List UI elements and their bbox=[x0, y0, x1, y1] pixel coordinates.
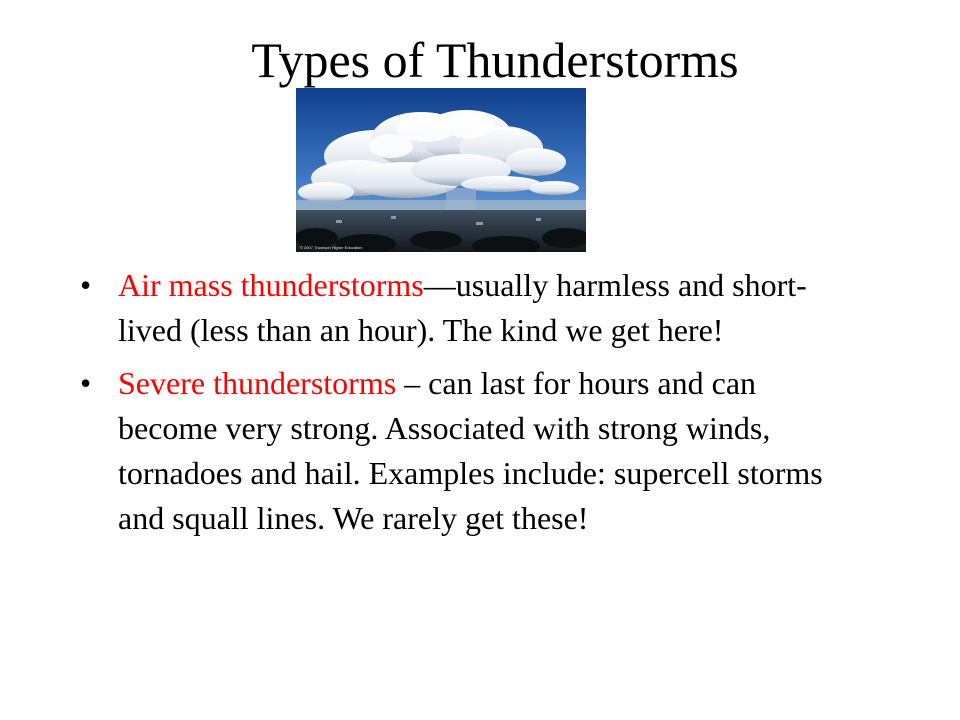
bullet-marker: • bbox=[80, 267, 92, 303]
term-air-mass-thunderstorms: Air mass thunderstorms bbox=[118, 267, 424, 303]
thunderstorm-photo bbox=[296, 88, 586, 252]
slide-title: Types of Thunderstorms bbox=[251, 32, 739, 88]
image-caption: © 2007 Thomson Higher Education bbox=[300, 245, 363, 250]
bullet-list bbox=[80, 263, 860, 549]
bullet-marker: • bbox=[80, 365, 92, 401]
description-air-mass: —usually harmless and short-lived (less than an hour). The kind we get here! bbox=[118, 267, 807, 348]
term-severe-thunderstorms: Severe thunderstorms bbox=[118, 365, 397, 401]
description-severe: – can last for hours and can become very strong. Associated with strong winds, tornadoes and hail. Examples include: supercell storms and squall lines. We rarely get these! bbox=[118, 365, 823, 536]
bullet-item-severe bbox=[80, 361, 860, 541]
bullet-item-air-mass bbox=[80, 263, 860, 353]
